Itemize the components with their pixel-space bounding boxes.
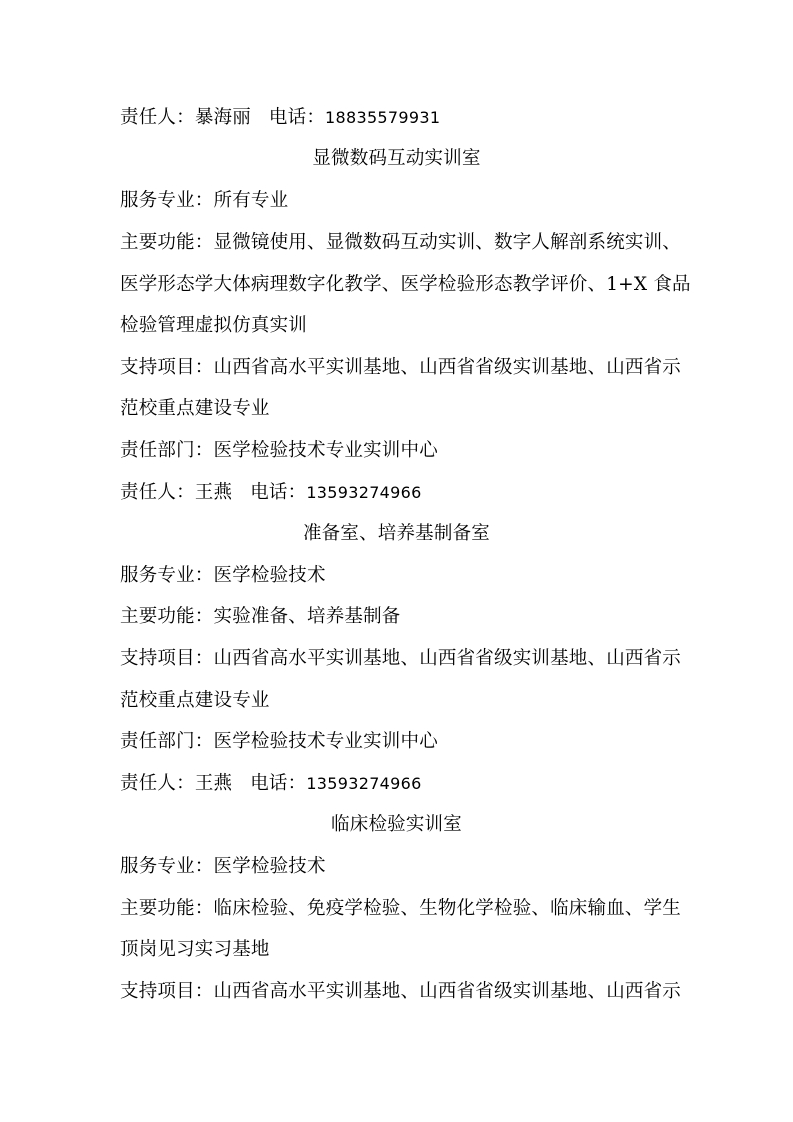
service-major: 服务专业：所有专业 [120, 190, 289, 211]
section-title: 准备室、培养基制备室 [302, 523, 490, 544]
contact-phone: 18835579931 [325, 108, 441, 127]
contact-phone: 13593274966 [306, 483, 422, 502]
contact-phone-label: 电话： [250, 773, 307, 794]
support-project-line: 支持项目：山西省高水平实训基地、山西省省级实训基地、山西省示 [120, 648, 682, 669]
contact-person: 王燕 [194, 773, 233, 794]
section-title: 临床检验实训室 [331, 814, 462, 835]
contact-line [120, 106, 680, 130]
responsible-department: 责任部门：医学检验技术专业实训中心 [120, 731, 438, 752]
contact-person-label: 责任人： [120, 482, 195, 503]
service-major: 服务专业：医学检验技术 [120, 856, 326, 877]
main-function-line: 主要功能：实验准备、培养基制备 [120, 606, 401, 627]
service-major: 服务专业：医学检验技术 [120, 565, 326, 586]
main-function-line: 医学形态学大体病理数字化教学、医学检验形态教学评价、1+X 食品 [120, 274, 691, 295]
contact-line [120, 772, 680, 796]
contact-person: 王燕 [194, 482, 233, 503]
contact-phone-label: 电话： [250, 482, 307, 503]
contact-person: 暴海丽 [194, 107, 251, 128]
contact-person-label: 责任人： [120, 773, 195, 794]
contact-person-label: 责任人： [120, 107, 195, 128]
contact-phone-label: 电话： [268, 107, 326, 128]
main-function-line: 主要功能：显微镜使用、显微数码互动实训、数字人解剖系统实训、 [120, 232, 682, 253]
support-project-line: 支持项目：山西省高水平实训基地、山西省省级实训基地、山西省示 [120, 357, 682, 378]
contact-phone: 13593274966 [306, 774, 422, 793]
section-title: 显微数码互动实训室 [312, 148, 481, 169]
responsible-department: 责任部门：医学检验技术专业实训中心 [120, 440, 438, 461]
main-function-line: 主要功能：临床检验、免疫学检验、生物化学检验、临床输血、学生 [120, 898, 682, 919]
main-function-line: 顶岗见习实习基地 [120, 939, 270, 960]
main-function-line: 检验管理虚拟仿真实训 [120, 315, 308, 336]
support-project-line: 支持项目：山西省高水平实训基地、山西省省级实训基地、山西省示 [120, 981, 682, 1002]
contact-line [120, 481, 680, 505]
support-project-line: 范校重点建设专业 [120, 398, 270, 419]
support-project-line: 范校重点建设专业 [120, 690, 270, 711]
